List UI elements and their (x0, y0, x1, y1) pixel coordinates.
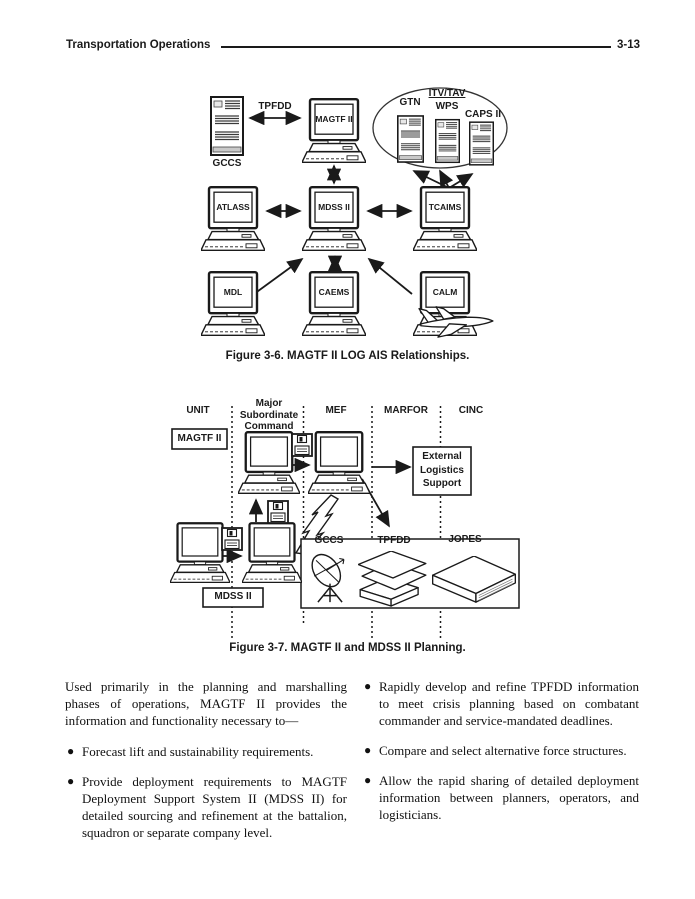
bullet-text: Forecast lift and sustainability requirements. (82, 744, 314, 759)
bullet-dot: ● (364, 679, 372, 693)
server-icon-wps (436, 120, 460, 163)
header-rule (221, 46, 611, 48)
bullet-dot: ● (364, 743, 372, 757)
header-title: Transportation Operations (66, 39, 211, 51)
list-item (362, 772, 639, 823)
bullet-text: Compare and select alternative force structures. (379, 743, 627, 758)
arrow-tcaims-caps (449, 174, 472, 188)
computer-icon-unit-left (170, 523, 230, 582)
label-mdss-box: MDSS II (214, 591, 252, 602)
body-right-column (362, 678, 639, 836)
label-itv-tav: ITV/TAV (428, 88, 466, 99)
figure-3-7-diagram (60, 393, 635, 643)
bullet-text: Allow the rapid sharing of detailed deployment information between planners, operators, and logisticians. (379, 773, 639, 822)
label-caps: CAPS II (464, 109, 502, 120)
label-gtn: GTN (399, 97, 421, 108)
bullet-dot: ● (67, 774, 75, 788)
server-icon-gtn (398, 116, 423, 162)
label-mdl: MDL (223, 287, 243, 297)
label-external-logistics: External Logistics Support (420, 451, 464, 489)
column-header-mef: MEF (325, 405, 347, 416)
label-mdss: MDSS II (318, 202, 350, 212)
bullet-dot: ● (67, 744, 75, 758)
arrow-mdl-mdss (254, 259, 302, 294)
label-caems: CAEMS (318, 287, 350, 297)
label-tcaims: TCAIMS (428, 202, 462, 212)
intro-paragraph: Used primarily in the planning and marshalling phases of operations, MAGTF II provides the information and functionality necessary to— (65, 679, 347, 728)
list-item (362, 678, 639, 729)
floppy-disk-icon-unit (222, 528, 242, 550)
figure-3-6-caption: Figure 3-6. MAGTF II LOG AIS Relationships. (225, 350, 470, 362)
list-item (65, 743, 347, 760)
label-atlass: ATLASS (216, 202, 250, 212)
column-header-msc: Major Subordinate Command (239, 398, 299, 432)
column-header-cinc: CINC (458, 405, 484, 416)
list-item (362, 742, 639, 759)
label-magtf: MAGTF II (315, 114, 353, 124)
column-header-marfor: MARFOR (384, 405, 428, 416)
figure-3-7-caption: Figure 3-7. MAGTF II and MDSS II Planning. (229, 642, 466, 654)
bullet-dot: ● (364, 773, 372, 787)
label-tpfdd-link: TPFDD (258, 101, 292, 112)
label-wps: WPS (435, 101, 459, 112)
bullet-text: Rapidly develop and refine TPFDD information to meet crisis planning based on combatant commander and service-mandated deadlines. (379, 679, 639, 728)
server-icon-caps (470, 122, 494, 165)
arrow-calm-mdss (369, 259, 412, 294)
computer-icon-msc (238, 432, 300, 493)
label-gccs: GCCS (212, 158, 242, 169)
body-left-column (65, 678, 347, 854)
computer-icon-mef (308, 432, 370, 493)
column-header-unit: UNIT (186, 405, 210, 416)
label-tpfdd-system: TPFDD (377, 535, 411, 546)
list-item (65, 773, 347, 841)
floppy-disk-icon-msc-mef (292, 434, 312, 456)
label-magtf-box: MAGTF II (177, 433, 222, 444)
label-jopes-system: JOPES (448, 534, 482, 545)
label-gccs-system: GCCS (314, 535, 344, 546)
page-number: 3-13 (616, 39, 640, 51)
bullet-text: Provide deployment requirements to MAGTF Deployment Support System II (MDSS II) for detailed sourcing and refinement at the battalion, squadron or separate company level. (82, 774, 347, 840)
server-icon-gccs (211, 97, 243, 155)
label-calm: CALM (432, 287, 458, 297)
computer-icon-unit-right (242, 523, 302, 582)
floppy-disk-icon-up (268, 501, 288, 523)
